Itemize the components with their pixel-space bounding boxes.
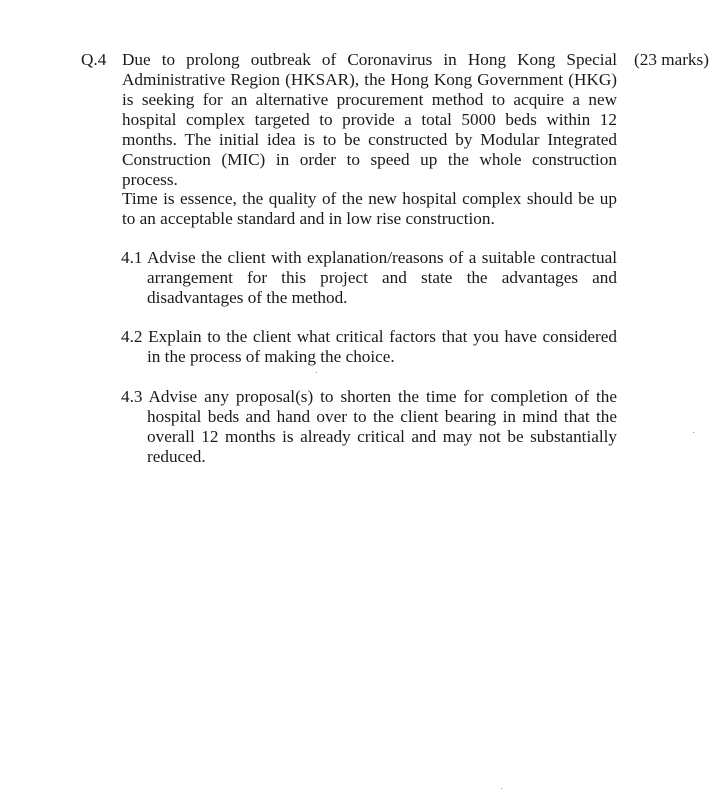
- question-marks: (23 marks): [634, 50, 709, 69]
- subquestion-4-1: 4.1 Advise the client with explanation/reasons of a suitable contractual arrangement for this project and state the advantages and disadvantages of the method.: [121, 248, 617, 307]
- question-number: Q.4: [81, 50, 107, 69]
- scan-speck: [501, 788, 502, 789]
- scan-speck: [693, 432, 694, 433]
- question-intro: Due to prolong outbreak of Coronavirus in Hong Kong Special Administrative Region (HKSAR), the Hong Kong Government (HKG) is seeking for an alternative procurement method to acquire a new hospital complex targeted to provide a total 5000 beds within 12 months. The initial idea is to be constructed by Modular Integrated Construction (MIC) in order to speed up the whole construction process.: [122, 50, 617, 189]
- subquestion-4-3: 4.3 Advise any proposal(s) to shorten the time for completion of the hospital beds and hand over to the client bearing in mind that the overall 12 months is already critical and may not be substantially reduced.: [121, 387, 617, 466]
- scan-speck: [316, 372, 317, 373]
- subquestion-4-2: 4.2 Explain to the client what critical factors that you have considered in the process of making the choice.: [121, 327, 617, 366]
- question-context: Time is essence, the quality of the new hospital complex should be up to an acceptable standard and in low rise construction.: [122, 189, 617, 228]
